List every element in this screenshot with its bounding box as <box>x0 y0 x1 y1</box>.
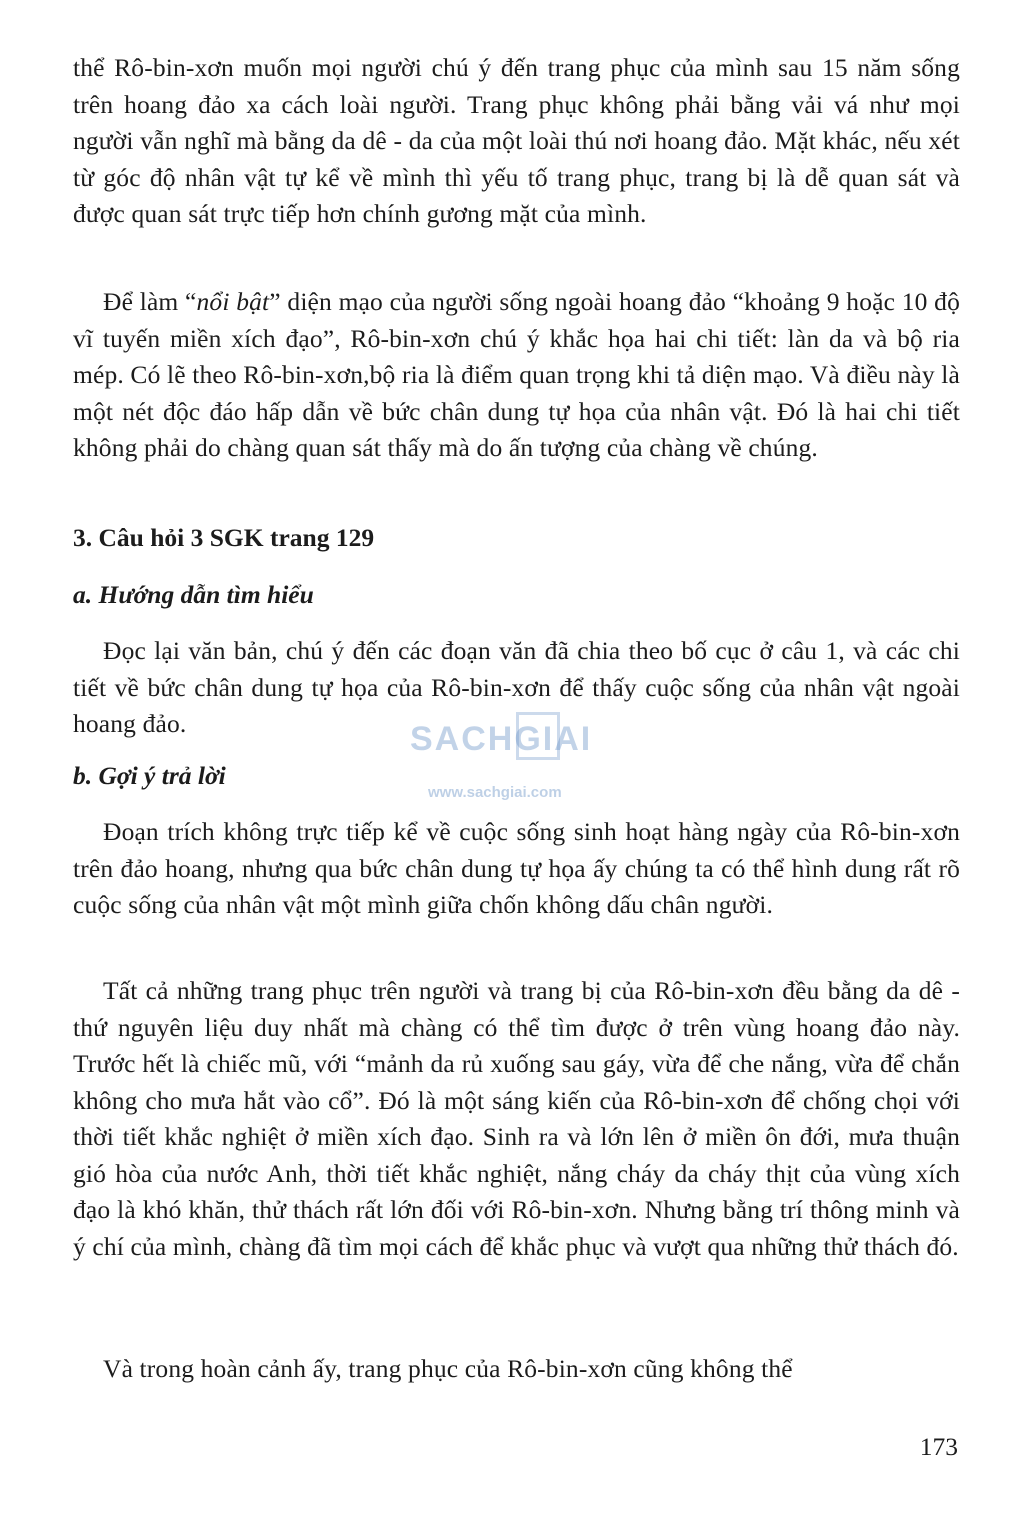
section-heading-3: 3. Câu hỏi 3 SGK trang 129 <box>73 523 375 552</box>
paragraph-4: Đoạn trích không trực tiếp kể về cuộc sống sinh hoạt hàng ngày của Rô-bin-xơn trên đảo hoang, nhưng qua bức chân dung tự họa ấy chúng ta có thể hình dung rất rõ cuộc sống của nhân vật một mình giữa chốn không dấu chân người. <box>73 817 960 919</box>
paragraph-2 <box>73 284 960 467</box>
paragraph-2-start: Để làm “ <box>103 287 197 316</box>
subheading-b: b. Gợi ý trả lời <box>73 761 226 790</box>
page-number: 173 <box>919 1432 958 1461</box>
paragraph-2-emphasis: nổi bật <box>196 287 270 316</box>
watermark-brand: SACHGIAI <box>410 720 593 758</box>
watermark-url: www.sachgiai.com <box>428 784 562 801</box>
paragraph-5: Tất cả những trang phục trên người và trang bị của Rô-bin-xơn đều bằng da dê - thứ nguyên liệu duy nhất mà chàng có thể tìm được ở trên vùng hoang đảo này. Trước hết là chiếc mũ, với “mảnh da rủ xuống sau gáy, vừa để che nắng, vừa để chắn không cho mưa hắt vào cổ”. Đó là một sáng kiến của Rô-bin-xơn để chống chọi với thời tiết khắc nghiệt ở miền xích đạo. Sinh ra và lớn lên ở miền ôn đới, mưa thuận gió hòa của nước Anh, thời tiết khắc nghiệt, nắng cháy da cháy thịt của vùng xích đạo là khó khăn, thử thách rất lớn đối với Rô-bin-xơn. Nhưng bằng trí thông minh và ý chí của mình, chàng đã tìm mọi cách để khắc phục và vượt qua những thử thách đó. <box>73 976 960 1261</box>
paragraph-3: Đọc lại văn bản, chú ý đến các đoạn văn đã chia theo bố cục ở câu 1, và các chi tiết về bức chân dung tự họa của Rô-bin-xơn để thấy cuộc sống của nhân vật ngoài hoang đảo. <box>73 636 960 738</box>
paragraph-6: Và trong hoàn cảnh ấy, trang phục của Rô-bin-xơn cũng không thể <box>103 1354 793 1383</box>
paragraph-1: thể Rô-bin-xơn muốn mọi người chú ý đến trang phục của mình sau 15 năm sống trên hoang đảo xa cách loài người. Trang phục không phải bằng vải vá như mọi người vẫn nghĩ mà bằng da dê - da của một loài thú nơi hoang đảo. Mặt khác, nếu xét từ góc độ nhân vật tự kể về mình thì yếu tố trang phục, trang bị là dễ quan sát và được quan sát trực tiếp hơn chính gương mặt của mình. <box>73 53 960 228</box>
paragraph-2-rest: ” diện mạo của người sống ngoài hoang đảo “khoảng 9 hoặc 10 độ vĩ tuyến miền xích đạo”, Rô-bin-xơn chú ý khắc họa hai chi tiết: làn da và bộ ria mép. Có lẽ theo Rô-bin-xơn,bộ ria là điểm quan trọng khi tả diện mạo. Và điều này là một nét độc đáo hấp dẫn về bức chân dung tự họa của nhân vật. Đó là hai chi tiết không phải do chàng quan sát thấy mà do ấn tượng của chàng về chúng. <box>73 287 960 462</box>
subheading-a: a. Hướng dẫn tìm hiểu <box>73 580 314 609</box>
